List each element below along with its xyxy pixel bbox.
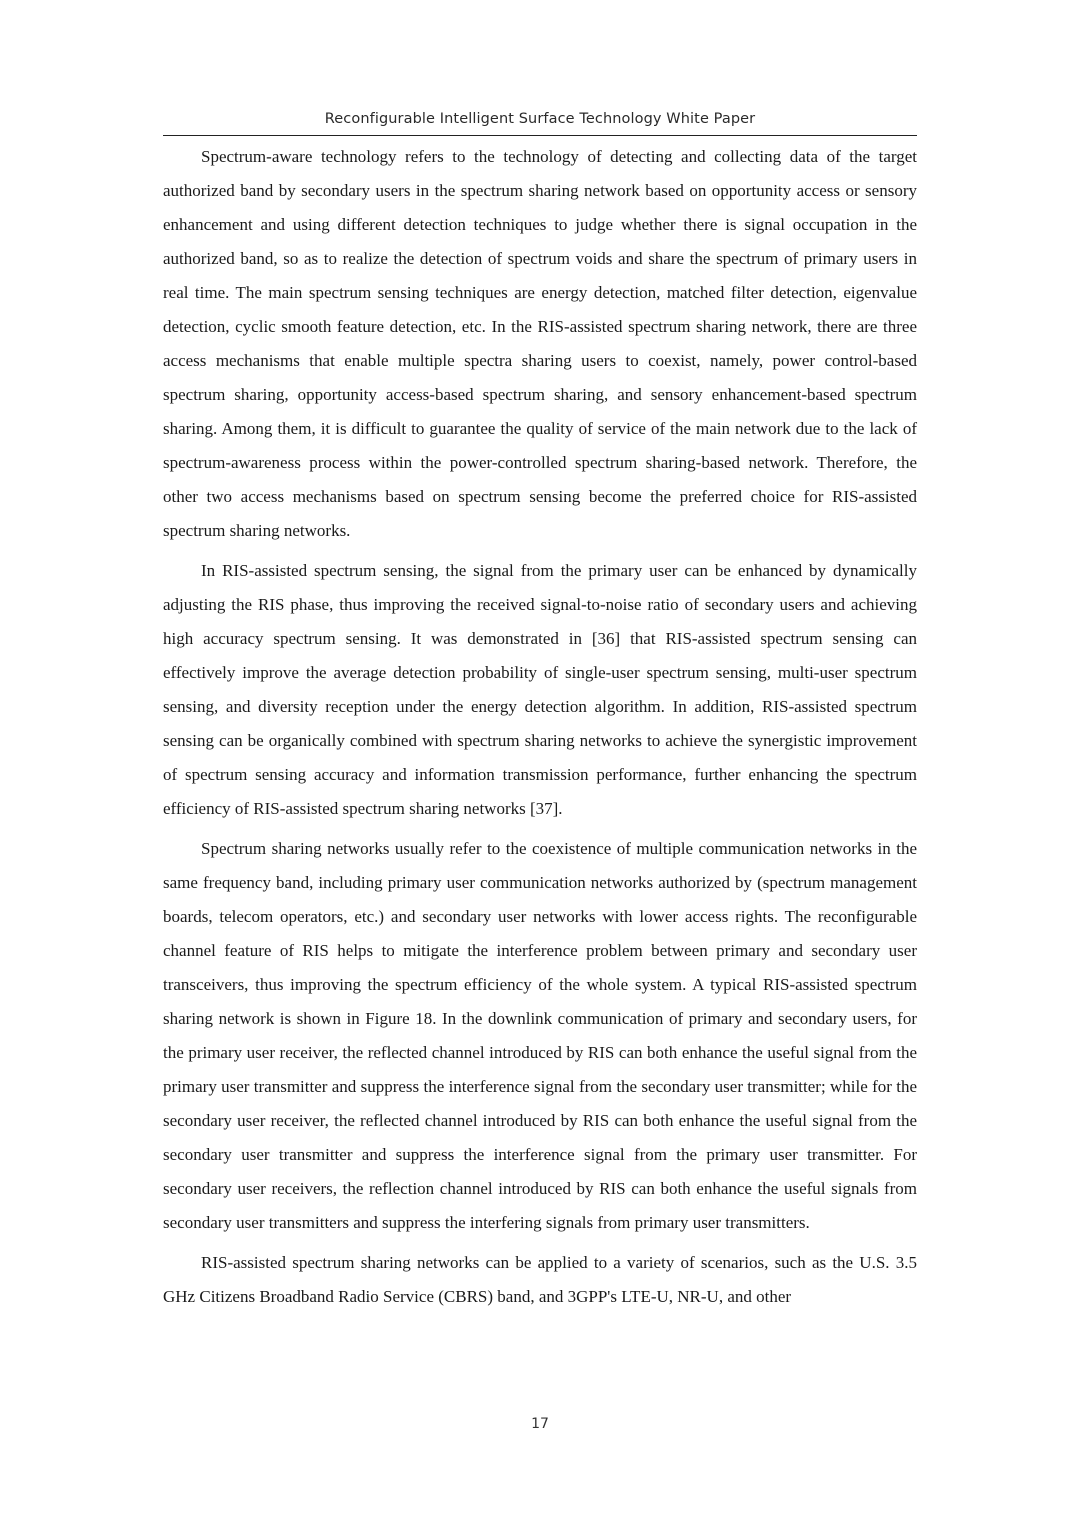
page-body: [163, 140, 917, 1320]
paragraph-spectrum-sharing-networks: Spectrum sharing networks usually refer to the coexistence of multiple communication networks in the same frequency band, including primary user communication networks authorized by (spectrum management boards, telecom operators, etc.) and secondary user networks with lower access rights. The reconfigurable channel feature of RIS helps to mitigate the interference problem between primary and secondary user transceivers, thus improving the spectrum efficiency of the whole system. A typical RIS-assisted spectrum sharing network is shown in Figure 18. In the downlink communication of primary and secondary users, for the primary user receiver, the reflected channel introduced by RIS can both enhance the useful signal from the primary user transmitter and suppress the interference signal from the secondary user transmitter; while for the secondary user receiver, the reflected channel introduced by RIS can both enhance the useful signal from the secondary user transmitter and suppress the interference signal from the primary user transmitter. For secondary user receivers, the reflection channel introduced by RIS can both enhance the useful signals from secondary user transmitters and suppress the interfering signals from primary user transmitters.: [163, 839, 917, 1232]
paragraph-spectrum-aware: Spectrum-aware technology refers to the technology of detecting and collecting data of the target authorized band by secondary users in the spectrum sharing network based on opportunity access or sensory enhancement and using different detection techniques to judge whether there is signal occupation in the authorized band, so as to realize the detection of spectrum voids and share the spectrum of primary users in real time. The main spectrum sensing techniques are energy detection, matched filter detection, eigenvalue detection, cyclic smooth feature detection, etc. In the RIS-assisted spectrum sharing network, there are three access mechanisms that enable multiple spectra sharing users to coexist, namely, power control-based spectrum sharing, opportunity access-based spectrum sharing, and sensory enhancement-based spectrum sharing. Among them, it is difficult to guarantee the quality of service of the main network due to the lack of spectrum-awareness process within the power-controlled spectrum sharing-based network. Therefore, the other two access mechanisms based on spectrum sensing become the preferred choice for RIS-assisted spectrum sharing networks.: [163, 147, 917, 540]
page-number: 17: [531, 1416, 549, 1432]
header-divider: [163, 135, 917, 136]
running-header: Reconfigurable Intelligent Surface Technology White Paper: [324, 111, 756, 127]
paragraph-ris-applications: RIS-assisted spectrum sharing networks can be applied to a variety of scenarios, such as the U.S. 3.5 GHz Citizens Broadband Radio Service (CBRS) band, and 3GPP's LTE-U, NR-U, and other: [163, 1253, 917, 1306]
paragraph-ris-spectrum-sensing: In RIS-assisted spectrum sensing, the signal from the primary user can be enhanced by dynamically adjusting the RIS phase, thus improving the received signal-to-noise ratio of secondary users and achieving high accuracy spectrum sensing. It was demonstrated in [36] that RIS-assisted spectrum sensing can effectively improve the average detection probability of single-user spectrum sensing, multi-user spectrum sensing, and diversity reception under the energy detection algorithm. In addition, RIS-assisted spectrum sensing can be organically combined with spectrum sharing networks to achieve the synergistic improvement of spectrum sensing accuracy and information transmission performance, further enhancing the spectrum efficiency of RIS-assisted spectrum sharing networks [37].: [163, 561, 917, 818]
